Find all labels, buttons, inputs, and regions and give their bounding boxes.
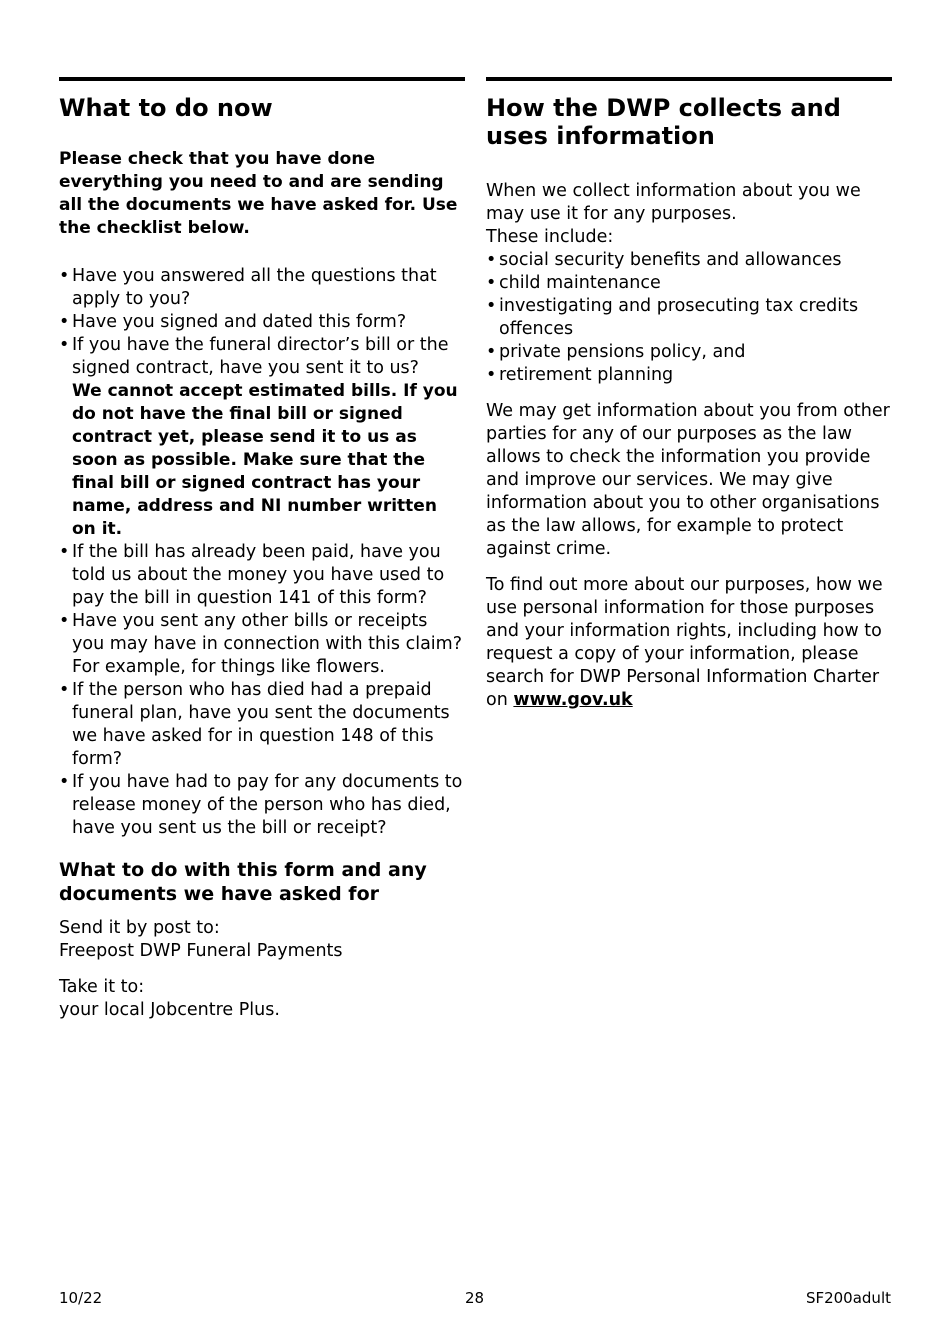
info-intro: When we collect information about you we may use it for any purposes. [486, 181, 861, 224]
what-to-do-heading: What to do now [59, 94, 273, 122]
list-item: • social security benefits and allowances [486, 249, 892, 272]
list-item: • If the person who has died had a prepaid funeral plan, have you sent the documents we have asked for in question 148 of this form? [59, 679, 465, 771]
send-by-post [59, 917, 465, 963]
purposes-list [486, 249, 892, 387]
send-label: Send it by post to: [59, 918, 220, 938]
gov-uk-link[interactable]: www.gov.uk [513, 690, 633, 710]
charter-text: To find out more about our purposes, how we use personal information for those purposes and your information rights, including how to request a copy of your information, please search for DWP Personal Information Charter on [486, 575, 883, 710]
footer-date: 10/22 [59, 1289, 103, 1307]
section-rule [486, 77, 892, 81]
list-item: • investigating and prosecuting tax credits offences [486, 295, 892, 341]
list-item: • If the bill has already been paid, have you told us about the money you have used to pay the bill in question 141 of this form? [59, 541, 465, 610]
left-column [59, 77, 465, 840]
list-item: • If you have had to pay for any documents to release money of the person who has died, have you sent us the bill or receipt? [59, 771, 465, 840]
checklist [59, 265, 465, 840]
take-in-person [59, 976, 465, 1022]
list-item: • Have you sent any other bills or receipts you may have in connection with this claim? For example, for things like flowers. [59, 610, 465, 679]
list-item: • private pensions policy, and [486, 341, 892, 364]
estimated-bills-note: We cannot accept estimated bills. If you do not have the final bill or signed contract yet, please send it to us as soon as possible. Make sure that the final bill or signed contract has your name, address and NI number written on it. [72, 381, 458, 539]
charter-paragraph [486, 574, 892, 712]
list-item-text: If you have the funeral director’s bill or the signed contract, have you sent it to us? [72, 335, 449, 378]
take-location: your local Jobcentre Plus. [59, 1000, 280, 1020]
info-sources-paragraph: We may get information about you from other parties for any of our purposes as the law allows to check the information you provide and improve our services. We may give information about you to other organisations as the law allows, for example to protect against crime. [486, 401, 890, 559]
list-item: • Have you answered all the questions that apply to you? [59, 265, 465, 311]
list-item: • retirement planning [486, 364, 892, 387]
form-instructions-heading: What to do with this form and any documents we have asked for [59, 859, 427, 905]
right-column [486, 77, 892, 712]
page-number: 28 [465, 1289, 485, 1307]
section-rule [59, 77, 465, 81]
form-code: SF200adult [805, 1289, 891, 1307]
list-item: • Have you signed and dated this form? [59, 311, 465, 334]
list-item [59, 334, 465, 541]
take-label: Take it to: [59, 977, 145, 997]
dwp-info-heading: How the DWP collects and uses information [486, 94, 841, 150]
checklist-intro: Please check that you have done everything you need to and are sending all the documents we have asked for. Use the checklist below. [59, 149, 458, 238]
send-address: Freepost DWP Funeral Payments [59, 941, 343, 961]
list-item: • child maintenance [486, 272, 892, 295]
purposes-label: These include: [486, 227, 614, 247]
